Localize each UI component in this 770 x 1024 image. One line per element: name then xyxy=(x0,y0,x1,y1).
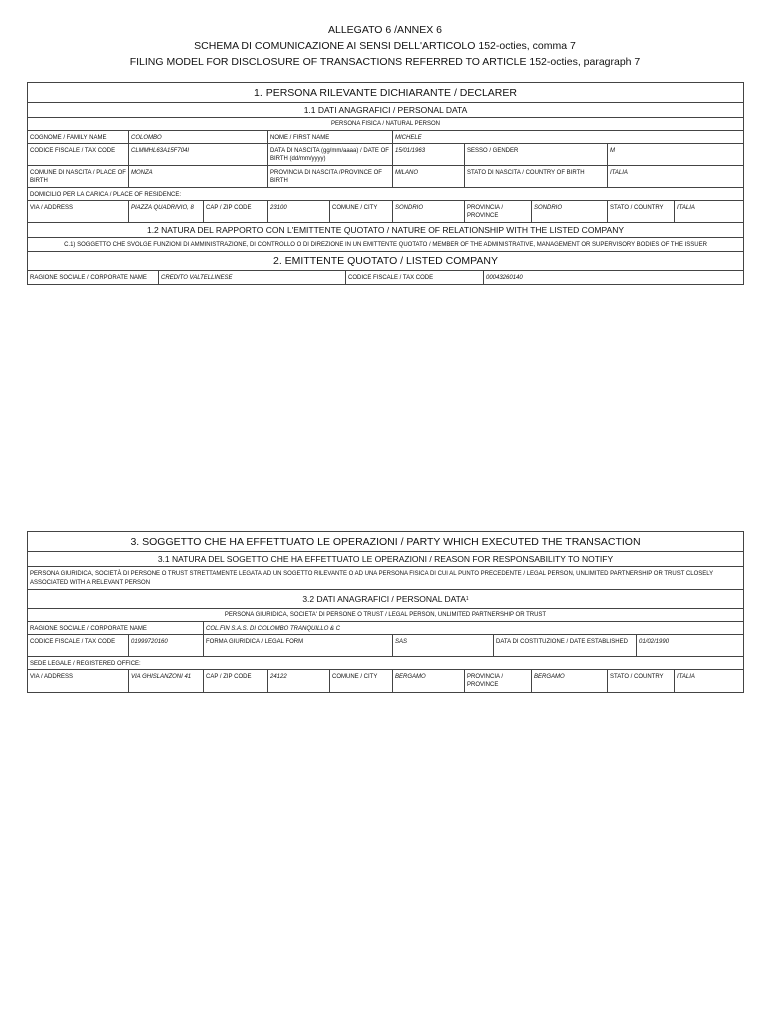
birth-place-label: COMUNE DI NASCITA / PLACE OF BIRTH xyxy=(28,166,129,187)
relationship-title: 1.2 NATURA DEL RAPPORTO CON L'EMITTENTE QUOTATO / NATURE OF RELATIONSHIP WITH THE LISTED COMPANY xyxy=(28,223,743,238)
company-name-value: CREDITO VALTELLINESE xyxy=(159,271,346,284)
birth-place-row xyxy=(28,166,743,188)
legal-form-value: SAS xyxy=(393,635,494,656)
birth-place-value: MONZA xyxy=(129,166,268,187)
first-name-label: NOME / FIRST NAME xyxy=(268,131,393,143)
entity-details-row xyxy=(28,635,743,657)
office-city-label: COMUNE / CITY xyxy=(330,670,393,692)
executing-party-block xyxy=(27,531,744,693)
address-value: PIAZZA QUADRIVIO, 8 xyxy=(129,201,204,222)
listed-company-row xyxy=(28,271,743,284)
section3-title: 3. SOGGETTO CHE HA EFFETTUATO LE OPERAZIONI / PARTY WHICH EXECUTED THE TRANSACTION xyxy=(28,532,743,552)
city-value: SONDRIO xyxy=(393,201,465,222)
country-value: ITALIA xyxy=(677,205,695,211)
office-address-label: VIA / ADDRESS xyxy=(28,670,129,692)
established-label: DATA DI COSTITUZIONE / DATE ESTABLISHED xyxy=(494,635,637,656)
person-type: PERSONA FISICA / NATURAL PERSON xyxy=(28,118,743,131)
name-row xyxy=(28,131,743,144)
entity-tax-code-label: CODICE FISCALE / TAX CODE xyxy=(28,635,129,656)
family-name-value: COLOMBO xyxy=(129,131,268,143)
reason-text: PERSONA GIURIDICA, SOCIETÀ DI PERSONE O TRUST STRETTAMENTE LEGATA AD UN SOGETTO RILEVANTE O AD UNA PERSONA FISICA DI CUI AL PUNTO PRECEDENTE / LEGAL PERSON, UNLIMITED PARTNERSHIP OR TRUST CLOSELY ASSOCIATED WITH A RELEVANT PERSON xyxy=(28,567,743,590)
office-label: SEDE LEGALE / REGISTERED OFFICE: xyxy=(28,657,743,670)
family-name-label: COGNOME / FAMILY NAME xyxy=(28,131,129,143)
gender-value: M xyxy=(610,148,615,154)
relationship-text: C.1) SOGGETTO CHE SVOLGE FUNZIONI DI AMMINISTRAZIONE, DI CONTROLLO O DI DIREZIONE IN UN EMITTENTE QUOTATO / MEMBER OF THE ADMINISTRATIVE, MANAGEMENT OR SUPERVISORY BODIES OF THE ISSUER xyxy=(28,238,743,252)
personal-data-title-text: 3.2 DATI ANAGRAFICI / PERSONAL DATA xyxy=(302,594,466,604)
office-address-value: VIA GHISLANZONI 41 xyxy=(129,670,204,692)
office-zip-label: CAP / ZIP CODE xyxy=(204,670,268,692)
birth-province-label: PROVINCIA DI NASCITA /PROVINCE OF BIRTH xyxy=(268,166,393,187)
declarer-and-company-block xyxy=(27,82,744,285)
country-label: STATO / COUNTRY xyxy=(608,201,675,222)
entity-tax-code-value: 01999720160 xyxy=(129,635,204,656)
entity-type: PERSONA GIURIDICA, SOCIETA' DI PERSONE O TRUST / LEGAL PERSON, UNLIMITED PARTNERSHIP OR TRUST xyxy=(28,609,743,622)
company-tax-code-label: CODICE FISCALE / TAX CODE xyxy=(346,271,484,284)
office-country-value: ITALIA xyxy=(677,674,695,680)
legal-form-label: FORMA GIURIDICA / LEGAL FORM xyxy=(204,635,393,656)
gender-label: SESSO / GENDER xyxy=(465,144,608,165)
office-address-row xyxy=(28,670,743,692)
province-label: PROVINCIA / PROVINCE xyxy=(465,201,532,222)
section1-title: 1. PERSONA RILEVANTE DICHIARANTE / DECLARER xyxy=(28,83,743,103)
annex-title: ALLEGATO 6 /ANNEX 6 xyxy=(328,24,442,36)
schema-title: SCHEMA DI COMUNICAZIONE AI SENSI DELL'ARTICOLO 152-octies, comma 7 xyxy=(194,40,576,52)
tax-code-label: CODICE FISCALE / TAX CODE xyxy=(28,144,129,165)
section1-subtitle: 1.1 DATI ANAGRAFICI / PERSONAL DATA xyxy=(28,103,743,118)
entity-name-label: RAGIONE SOCIALE / CORPORATE NAME xyxy=(28,622,204,634)
reason-title: 3.1 NATURA DEL SOGETTO CHE HA EFFETTUATO LE OPERAZIONI / REASON FOR RESPONSABILITY TO NOTIFY xyxy=(28,552,743,567)
province-value: SONDRIO xyxy=(532,201,608,222)
document-header xyxy=(0,22,770,70)
birth-province-value: MILANO xyxy=(393,166,465,187)
birth-country-label: STATO DI NASCITA / COUNTRY OF BIRTH xyxy=(465,166,608,187)
company-tax-code-value: 00043260140 xyxy=(486,275,523,281)
city-label: COMUNE / CITY xyxy=(330,201,393,222)
first-name-value: MICHELE xyxy=(395,135,422,141)
office-province-value: BERGAMO xyxy=(532,670,608,692)
entity-name-row xyxy=(28,622,743,635)
zip-label: CAP / ZIP CODE xyxy=(204,201,268,222)
section2-title: 2. EMITTENTE QUOTATO / LISTED COMPANY xyxy=(28,252,743,271)
office-city-value: BERGAMO xyxy=(393,670,465,692)
residence-address-row xyxy=(28,201,743,223)
office-country-label: STATO / COUNTRY xyxy=(608,670,675,692)
address-label: VIA / ADDRESS xyxy=(28,201,129,222)
personal-data-title xyxy=(28,590,743,609)
birth-date-value: 15/01/1963 xyxy=(393,144,465,165)
birth-country-value: ITALIA xyxy=(610,170,628,176)
tax-code-value: CLMMHL63A15F704I xyxy=(129,144,268,165)
residence-label: DOMICILIO PER LA CARICA / PLACE OF RESIDENCE: xyxy=(28,188,743,201)
footnote-marker: 1 xyxy=(465,596,469,602)
taxcode-birth-row xyxy=(28,144,743,166)
established-value: 01/02/1990 xyxy=(639,639,670,645)
office-province-label: PROVINCIA / PROVINCE xyxy=(465,670,532,692)
filing-model-title: FILING MODEL FOR DISCLOSURE OF TRANSACTIONS REFERRED TO ARTICLE 152-octies, paragraph 7 xyxy=(129,56,641,68)
company-name-label: RAGIONE SOCIALE / CORPORATE NAME xyxy=(28,271,159,284)
office-zip-value: 24122 xyxy=(268,670,330,692)
zip-value: 23100 xyxy=(268,201,330,222)
birth-date-label: DATA DI NASCITA (gg/mm/aaaa) / DATE OF BIRTH (dd/mm/yyyy) xyxy=(268,144,393,165)
entity-name-value: COL.FIN S.A.S. DI COLOMBO TRANQUILLO & C xyxy=(206,626,341,632)
